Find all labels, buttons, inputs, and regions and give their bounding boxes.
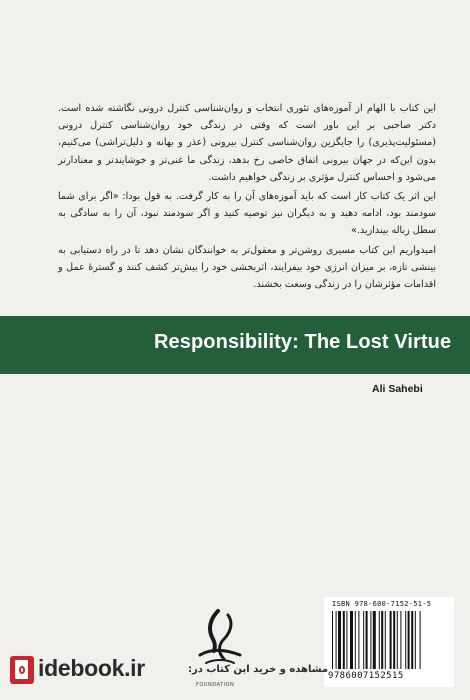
author-name: Ali Sahebi (372, 383, 423, 395)
barcode-number: 9786007152515 (328, 671, 404, 681)
watermark-brand[interactable]: idebook.ir (38, 655, 145, 681)
watermark-banner[interactable] (6, 652, 329, 692)
blurb-paragraph-2: این اثر یک کتاب کار است که باید آموزه‌های آن را به کار گرفت. به قول بودا: «اگر برای شما سودمند بود، ادامه دهید و به دیگران نیز توصیه کنید و اگر سودمند نبود، آن را به سادگی به سطل زباله بیندازید.» (58, 191, 436, 237)
english-title: Responsibility: The Lost Virtue (154, 331, 452, 353)
isbn-label: ISBN 978-600-7152-51-5 (332, 600, 432, 608)
barcode-bars (332, 611, 450, 669)
blurb-paragraph-3: امیدواریم این کتاب مسیری روشن‌تر و معقول‌تر به خوانندگان نشان دهد تا در راه دستیابی به بینشی تازه، بر میزان انرژی خود بیفزایند، اثربخشی خود را بیش‌تر کشف کنند و گسترهٔ عمل و اقدامات مؤثرشان را در زندگی وسعت بخشند. (58, 244, 436, 291)
book-icon (10, 656, 34, 684)
barcode-panel (324, 597, 454, 687)
publisher-logo-caption: FOUNDATION (196, 682, 235, 688)
watermark-slogan: مشاهده و خرید این کتاب در: (188, 664, 329, 675)
blurb-text (58, 100, 436, 293)
blurb-paragraph-1: این کتاب با الهام از آموزه‌های تئوری انتخاب و روان‌شناسی کنترل درونی نگاشته شده است. دکتر صاحبی بر این باور است که وقتی در زندگی خود روان‌شناسی کنترل درونی (مسئولیت‌پذیری) را جایگزین روان‌شناسی کنترل بیرونی (عذر و بهانه و دلیل‌تراشی) می‌کنیم، بدون این‌که در جهان بیرونی اتفاق خاصی رخ بدهد، زندگی ما غنی‌تر و خوشایندتر و معنادارتر می‌شود و احساس کنترل مؤثری بر زندگی خواهیم داشت. (58, 103, 436, 183)
